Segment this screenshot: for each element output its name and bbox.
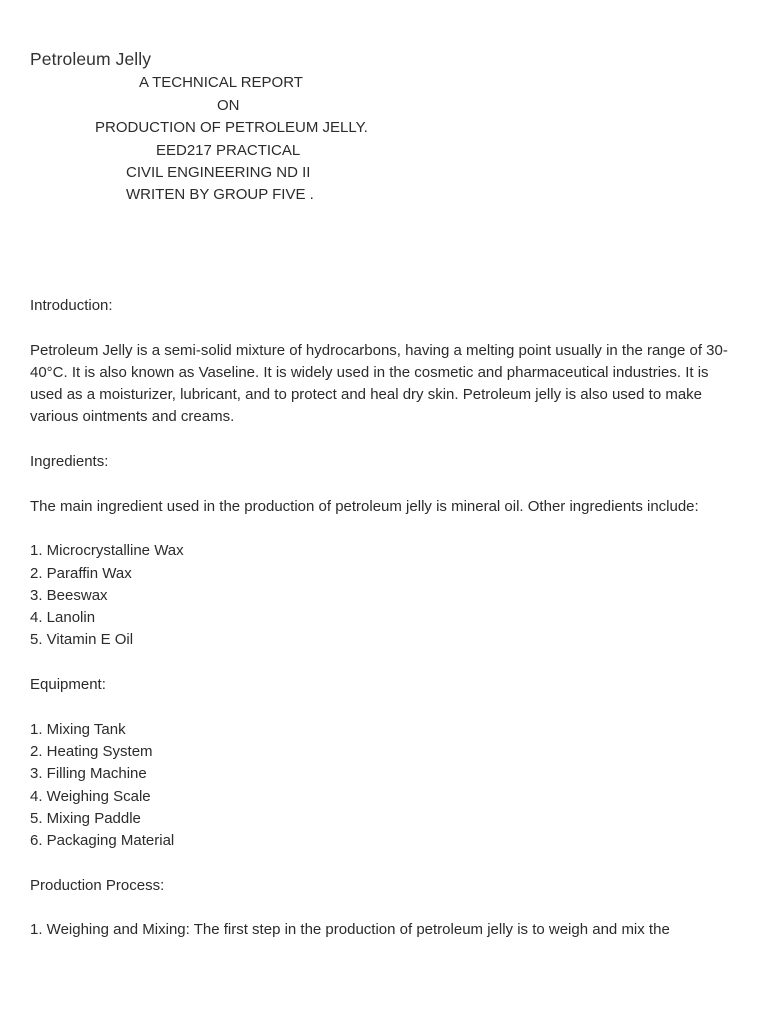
equipment-item: 6. Packaging Material xyxy=(30,832,175,850)
report-header-line: PRODUCTION OF PETROLEUM JELLY. xyxy=(95,119,368,136)
ingredients-paragraph: The main ingredient used in the production of petroleum jelly is mineral oil. Other ingredients include: xyxy=(30,497,699,515)
ingredient-item: 3. Beeswax xyxy=(30,586,108,604)
equipment-item: 2. Heating System xyxy=(30,742,153,760)
equipment-item: 4. Weighing Scale xyxy=(30,787,151,805)
report-header-line: EED217 PRACTICAL xyxy=(156,142,301,159)
equipment-item: 5. Mixing Paddle xyxy=(30,809,141,827)
production-step: 1. Weighing and Mixing: The first step in the production of petroleum jelly is to weigh and mix the xyxy=(30,921,670,939)
report-header-line: CIVIL ENGINEERING ND II xyxy=(126,164,311,181)
equipment-item: 3. Filling Machine xyxy=(30,765,147,783)
report-header-line: A TECHNICAL REPORT xyxy=(139,74,303,91)
ingredients-heading: Ingredients: xyxy=(30,453,109,471)
ingredient-item: 5. Vitamin E Oil xyxy=(30,631,134,649)
equipment-heading: Equipment: xyxy=(30,676,106,694)
ingredient-item: 2. Paraffin Wax xyxy=(30,564,132,582)
report-header-line: ON xyxy=(217,97,240,114)
introduction-heading: Introduction: xyxy=(30,297,113,314)
introduction-paragraph: Petroleum Jelly is a semi-solid mixture of hydrocarbons, having a melting point usually in the range of 30-40°C. It is also known as Vaseline. It is widely used in the cosmetic and pharmaceutical industries. It is used as a moisturizer, lubricant, and to protect and heal dry skin. Petroleum jelly is also used to make various ointments and creams. xyxy=(30,341,728,426)
report-header-line: WRITEN BY GROUP FIVE . xyxy=(126,186,314,203)
ingredient-item: 4. Lanolin xyxy=(30,609,96,627)
document-body xyxy=(30,295,740,942)
document-title: Petroleum Jelly xyxy=(30,49,152,69)
equipment-item: 1. Mixing Tank xyxy=(30,720,126,738)
ingredient-item: 1. Microcrystalline Wax xyxy=(30,542,184,560)
production-heading: Production Process: xyxy=(30,876,165,894)
